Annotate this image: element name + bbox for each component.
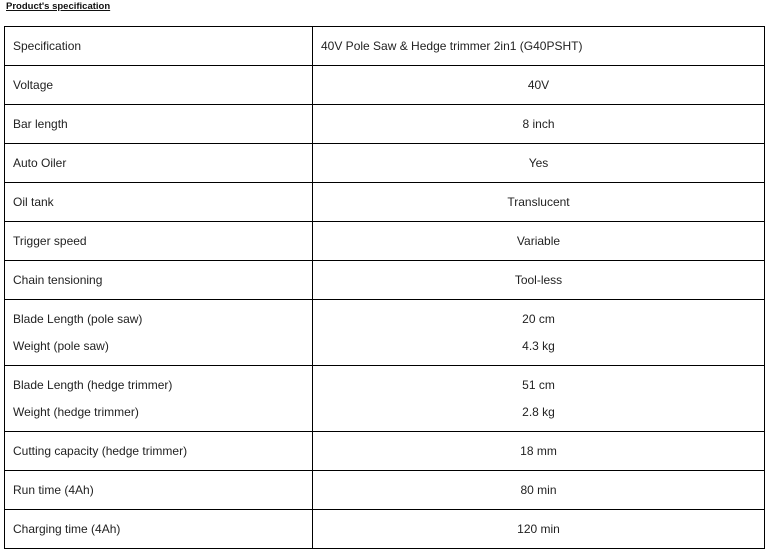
spec-label-cell	[5, 300, 313, 366]
spec-value: 4.3 kg	[522, 339, 555, 353]
spec-label: Auto Oiler	[5, 144, 313, 183]
spec-label: Weight (pole saw)	[13, 339, 109, 353]
spec-label: Weight (hedge trimmer)	[13, 405, 139, 419]
table-row	[5, 300, 765, 366]
spec-value: 8 inch	[313, 105, 765, 144]
spec-value: 18 mm	[313, 432, 765, 471]
spec-value: Translucent	[313, 183, 765, 222]
spec-label: Charging time (4Ah)	[5, 510, 313, 549]
table-row	[5, 27, 765, 66]
table-row	[5, 144, 765, 183]
spec-label: Specification	[5, 27, 313, 66]
table-row	[5, 471, 765, 510]
table-row	[5, 510, 765, 549]
table-row	[5, 261, 765, 300]
spec-value: 120 min	[313, 510, 765, 549]
spec-value: Yes	[313, 144, 765, 183]
section-title: Product's specification	[6, 1, 111, 12]
spec-label: Cutting capacity (hedge trimmer)	[5, 432, 313, 471]
spec-label: Oil tank	[5, 183, 313, 222]
table-row	[5, 66, 765, 105]
table-row	[5, 366, 765, 432]
spec-label: Voltage	[5, 66, 313, 105]
spec-label-cell	[5, 366, 313, 432]
spec-value-cell	[313, 300, 765, 366]
spec-label: Run time (4Ah)	[5, 471, 313, 510]
table-row	[5, 105, 765, 144]
table-row	[5, 183, 765, 222]
spec-value: Variable	[313, 222, 765, 261]
spec-value: Tool-less	[313, 261, 765, 300]
spec-value: 80 min	[313, 471, 765, 510]
spec-value: 51 cm	[522, 378, 555, 392]
spec-label: Bar length	[5, 105, 313, 144]
spec-value: 40V Pole Saw & Hedge trimmer 2in1 (G40PSHT)	[313, 27, 765, 66]
spec-label: Blade Length (pole saw)	[13, 312, 143, 326]
specification-table	[4, 26, 765, 549]
spec-label: Trigger speed	[5, 222, 313, 261]
table-row	[5, 432, 765, 471]
spec-label: Blade Length (hedge trimmer)	[13, 378, 173, 392]
table-row	[5, 222, 765, 261]
spec-value: 2.8 kg	[522, 405, 555, 419]
spec-label: Chain tensioning	[5, 261, 313, 300]
spec-value-cell	[313, 366, 765, 432]
spec-value: 40V	[313, 66, 765, 105]
spec-value: 20 cm	[522, 312, 555, 326]
